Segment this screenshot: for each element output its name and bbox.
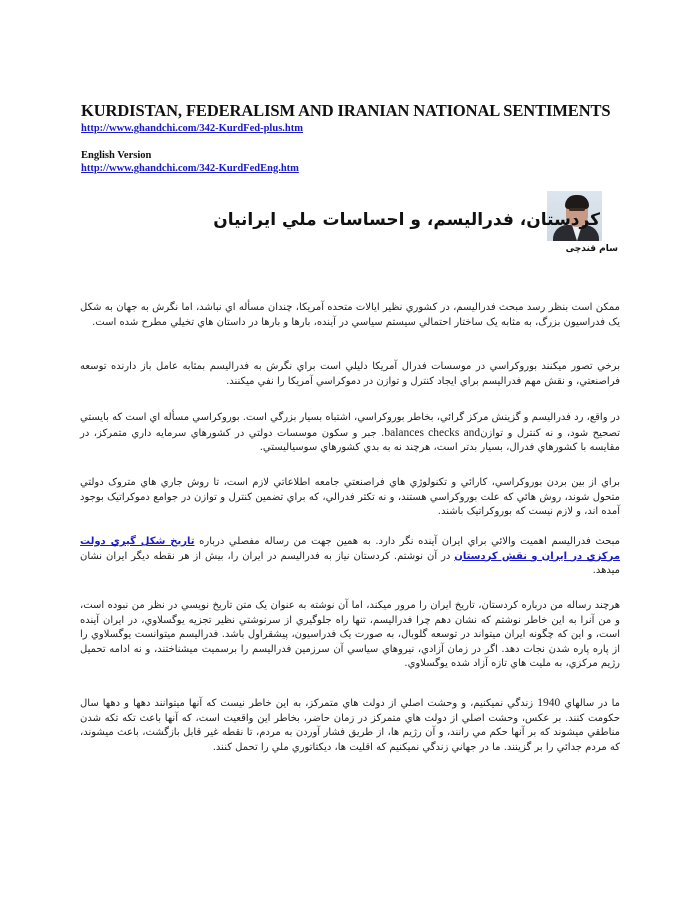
paragraph-1: ممکن است بنظر رسد مبحث فدراليسم، در کشوري نظير ايالات متحده آمريکا، چندان مسأله اي نباشد، اما نگرش به جهان به شکل يک فدراسيون بزرگ، به مثابه يک ساختار احتمالي سيستم سياسي در آينده، بارها و بارها در داستان هاي تخيلي مطرح شده است. (80, 302, 620, 328)
paragraph-7-end: زندگي نميکنيم، و وحشت اصلي از دولت هاي متمرکز، به اين خاطر نيست که آنها ميتوانند دهها و دهها سال حکومت کنند. بر عکس، وحشت اصلي از دولت هاي متمرکز در زمان حاضر، بخاطر اين واقعيت است، که آنها باعث تکه تکه شدن مناطقي ميشوند که بر آنها حکم مي رانند، و آن رژيم ها، از طريق فشار آوردن به مردم، تا نقطه غير قابل بازگشت، باعث ميشوند، که مردم جدائي را بر گزينند. ما در جهاني زندگي نميکنيم که اقليت ها، ديکتاتوري ملي را تحمل کنند. (80, 698, 620, 753)
paragraph-3 (80, 411, 620, 456)
paragraph-5-start: مبحث فدراليسم اهميت والائي براي ايران آينده نگر دارد. به همين جهت من رساله مفصلي درباره (194, 536, 620, 547)
english-title: KURDISTAN, FEDERALISM AND IRANIAN NATIONAL SENTIMENTS (81, 101, 611, 120)
paragraph-5 (80, 535, 620, 579)
kurdistan-history-link[interactable]: تاريخ شکل گيري دولت مرکزي در ايران و نقش کردستان (80, 536, 621, 562)
paragraph-2: برخي تصور ميکنند بوروکراسي در موسسات فدرال آمريکا دليلي است براي نگرش به فدراليسم بمثابه عامل باز دارنده توسعه فراصنعتي، و نقش مهم فدراليسم براي ايجاد کنترل و توازن در دموکراسي آمريکا را نفي ميکنند. (80, 361, 620, 387)
paragraph-3-start: در واقع، رد فدراليسم و گزينش مرکز گرائي، بخاطر بوروکراسي، اشتباه بسيار بزرگي است. بوروکراسي مسأله اي است که بايستي تصحيح شود، و نه کنترل و توازن (80, 412, 620, 439)
year-1940: 1940 (537, 697, 561, 709)
checks-and-balances-term: balances checks and (384, 426, 481, 439)
paragraph-4: براي از بين بردن بوروکراسي، کارائي و تکنولوژي هاي فراصنعتي جامعه اطلاعاتي لازم است، تا روش جاري هاي متروک دولتي متحول شوند، روش هائي که علت بوروکراسي هستند، و نه تکثر فدرالي، که براي تضمين کنترل و توازن در جوامع دموکراتيک بوجود آمده اند، و لازم نيست که بوروکراتيک باشند. (80, 477, 620, 518)
paragraph-7-start: ما در سالهاي (560, 698, 620, 709)
photo-hair (565, 195, 589, 209)
paragraph-6: هرچند رساله من درباره کردستان، تاريخ ايران را مرور ميکند، اما آن نوشته به عنوان يک متن تاريخ نويسي در نظر من نبوده است، و من آنرا به اين خاطر نوشتم که نشان دهم چرا فدراليسم، تنها راه جلوگيري از سرنوشتي نظير تجزيه يوگسلاوي، در ايران آينده است، و اين که چگونه ايران ميتواند در توسعه گلوبال، به صورت يک فدراسيون، پيشقراول باشد. فدراليسم ميتوانست يوگسلاوي را از پاره پاره شدن نجات دهد. اگر در زمان آزادي، نيروهاي سياسي آن سرزمين فدراليسم را برسميت ميشناختند، و نه ادامه تحميل رژيم مرکزي، به مليت هاي تازه آزاد شده يوگسلاوي. (80, 600, 620, 670)
paragraph-7 (80, 696, 620, 755)
paragraph-5-end: در آن نوشتم. کردستان نياز به فدراليسم در ايران را، بيش از هر نقطه ديگر ايران نشان ميدهد. (80, 550, 620, 577)
persian-title: کردستان، فدراليسم، و احساسات ملي ايرانيان (213, 210, 600, 230)
author-name: سام قندچی (565, 244, 618, 254)
paragraph-3-end: . جبر و سکون موسسات دولتي در کشورهاي سرمايه داري متمرکز، در مقايسه با کشورهاي فدرال، بسيار بدتر است، هرچند نه به بدي کشورهاي سوسياليستي. (80, 427, 620, 454)
english-version-link[interactable]: http://www.ghandchi.com/342-KurdFedEng.htm (81, 163, 299, 174)
english-version-label: English Version (81, 150, 152, 161)
plus-version-link[interactable]: http://www.ghandchi.com/342-KurdFed-plus.htm (81, 123, 303, 134)
